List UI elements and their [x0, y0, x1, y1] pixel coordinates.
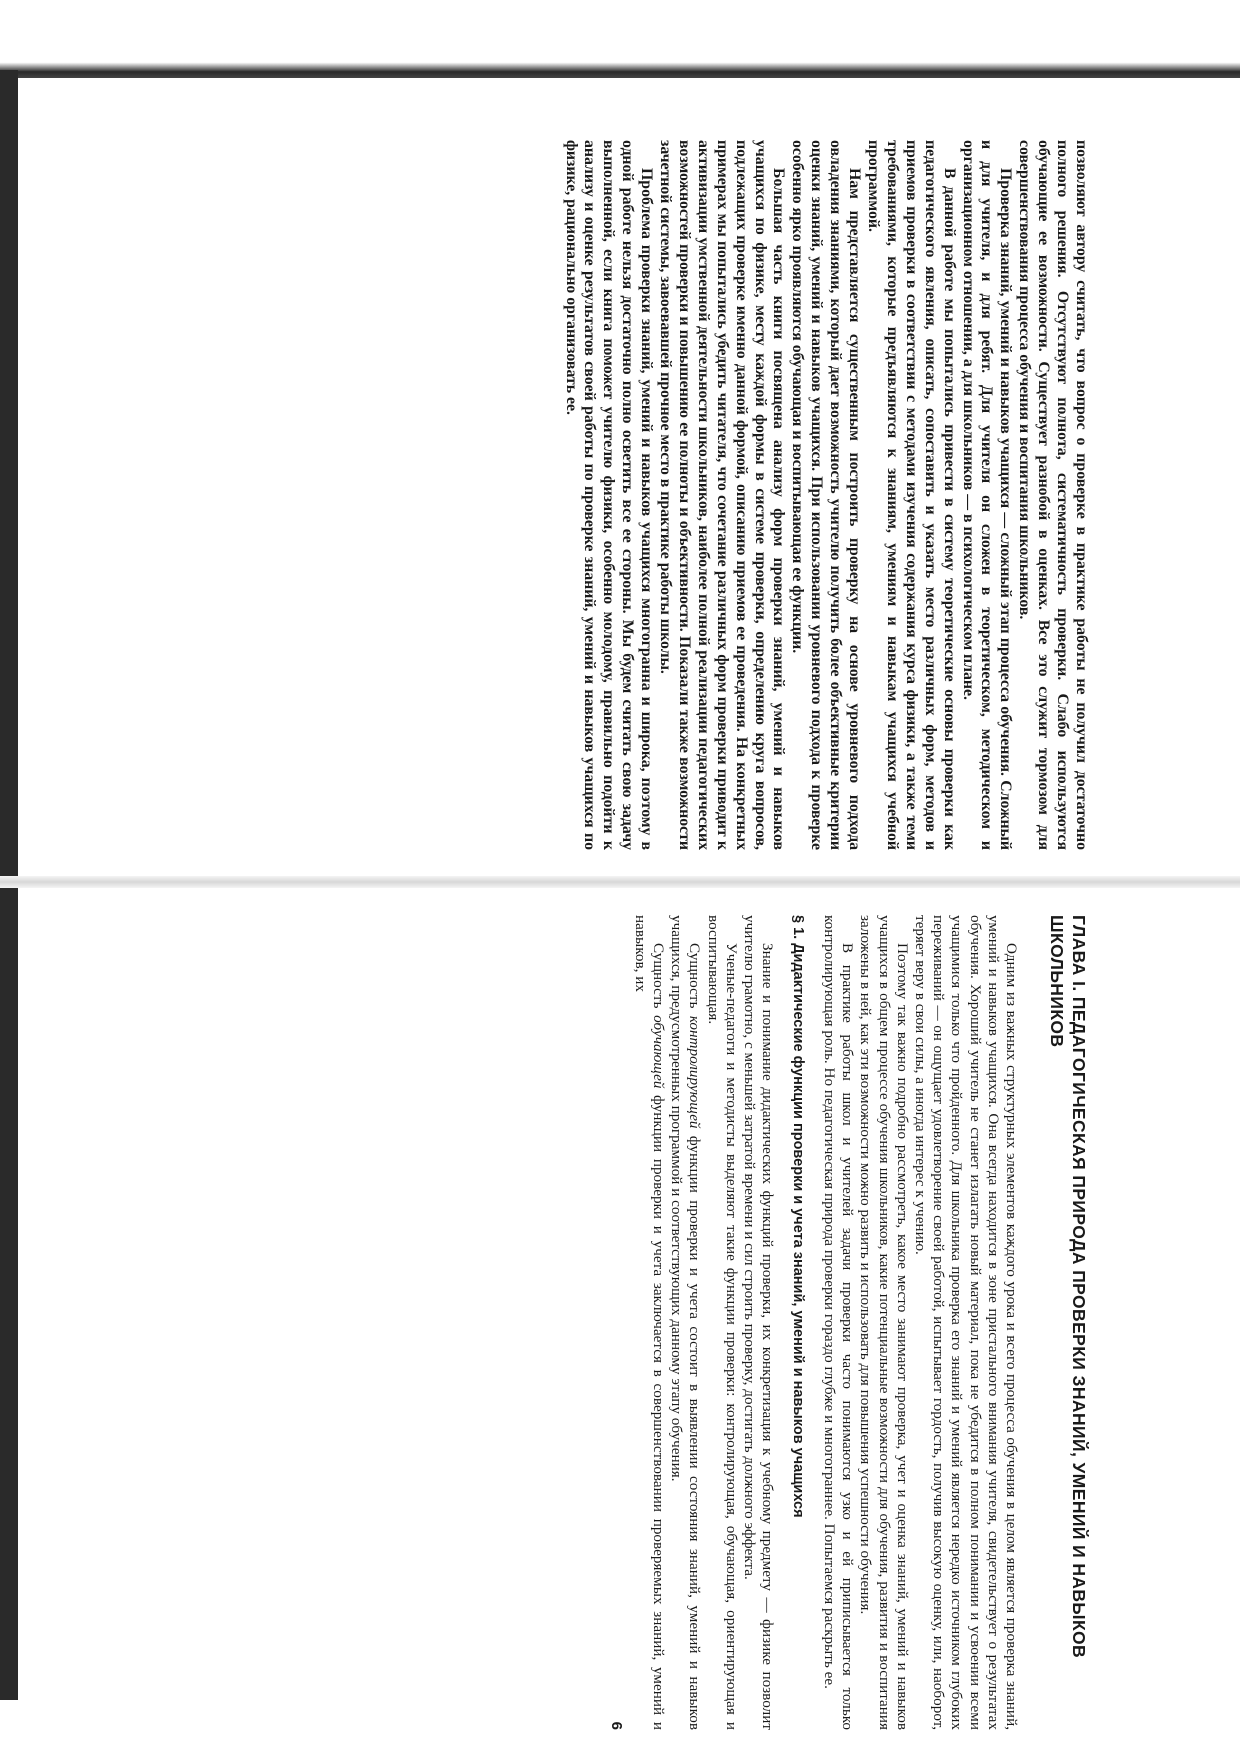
preface-page: [290, 140, 1090, 850]
preface-paragraph: Нам представляется существенным построить проверку на основе уровневого подхода овладения знаниями, который дает возможность учителю получить более объективные критерии оценки знаний, умений и навыков учащихся. При использовании уровневого подхода к проверке особенно ярко проявляются обучающая и воспитывающая ее функции.: [789, 140, 864, 850]
chapter-paragraph: Одним из важных структурных элементов каждого урока и всего процесса обучения в целом является проверка знаний, умений и навыков учащихся. Она всегда находится в зоне пристального внимания учителя, свидетельствует о результатах обучения. Хороший учитель не станет излагать новый материал, пока не убедится в полном понимании и усвоении всеми учащимися только что пройденного. Для школьника проверка его знаний и умений является нередко источником глубоких переживаний — он ощущает удовлетворение своей работой, испытывает гордость, получив высокую оценку, или, наоборот, теряет веру в свои силы, а иногда интерес к учению.: [911, 915, 1020, 1730]
section-title: § 1. Дидактические функции проверки и учета знаний, умений и навыков учащихся: [789, 915, 806, 1518]
page-number: 6: [607, 1721, 625, 1730]
control-function-text: функции проверки и учета состоит в выявлении состояния знаний, умений и навыков учащихся, предусмотренных программой и соответствующих данному этапу обучения.: [668, 915, 704, 1730]
section-paragraph: Ученые-педагоги и методисты выделяют такие функции проверки: контролирующая, обучающая, ориентирующая и воспитывающая.: [704, 915, 740, 1730]
scan-edge-top: [0, 0, 1240, 78]
chapter-paragraph: В практике работы школ и учителей задачи проверки часто понимаются узко и ей приписывается только контролирующая роль. Но педагогическая природа проверки гораздо глубже и многограннее. Попытаемся раскрыть ее.: [820, 915, 857, 1730]
control-function-lead: Сущность: [686, 943, 704, 1016]
section-paragraph: Знание и понимание дидактических функций проверки, их конкретизация к учебному предмету — физике позволит учителю грамотно, с меньшей затратой времени и сил строить проверку, достигать должного эффекта.: [741, 915, 777, 1730]
preface-paragraph: позволяют автору считать, что вопрос о проверке в практике работы не получил достаточно полного решения. Отсутствуют полнота, систематичность проверки. Слабо используются обучающие ее возможности. Существует разнобой в оценках. Все это служит тормозом для совершенствования процесса обучения и воспитания школьников.: [1016, 140, 1090, 850]
teaching-function-paragraph: [631, 915, 667, 1730]
teaching-function-text: функции проверки и учета заключается в совершенствовании проверяемых знаний, умений и навыков, их: [631, 915, 668, 1730]
preface-paragraph: Проверка знаний, умений и навыков учащихся — сложный этап процесса обучения. Сложный и для учителя, и для ребят. Для учителя он сложен в теоретическом, методическом и организационном отношении, а для школьников — в психологическом плане.: [959, 140, 1015, 850]
teaching-function-lead: Сущность: [650, 943, 668, 1016]
teaching-function-term: обучающей: [650, 1015, 668, 1089]
control-function-paragraph: [667, 915, 703, 1730]
preface-paragraph: Проблема проверки знаний, умений и навыков учащихся многогранна и широка, поэтому в одной работе нельзя достаточно полно осветить все ее стороны. Мы будем считать свою задачу выполненной, если книга поможет учителю физики, особенно молодому, правильно подойти к анализу и оценке результатов своей работы по проверке знаний, умений и навыков учащихся по физике, рационально организовать ее.: [562, 140, 656, 850]
chapter-title: ГЛАВА I. ПЕДАГОГИЧЕСКАЯ ПРИРОДА ПРОВЕРКИ ЗНАНИЙ, УМЕНИЙ И НАВЫКОВ ШКОЛЬНИКОВ: [1047, 915, 1089, 1659]
preface-paragraph: В данной работе мы попытались привести в систему теоретические основы проверки как педагогического явления, описать, сопоставить и указать место различных форм, методов и приемов проверки в соответствии с методами изучения содержания курса физики, а также теми требованиями, которые предъявляются к знаниям, умениям и навыкам учащихся учебной программой.: [865, 140, 958, 850]
book-gutter: [0, 876, 1240, 888]
chapter-page: [110, 915, 1090, 1730]
preface-paragraph: Большая часть книги посвящена анализу форм проверки знаний, умений и навыков учащихся по физике, месту каждой формы в системе проверки, определению круга вопросов, подлежащих проверке именно данной формой, описанию приемов ее проведения. На конкретных примерах мы попытались убедить читателя, что сочетание различных форм проверки приводит к активизации умственной деятельности школьников, наиболее полной реализации педагогических возможностей проверки и повышению ее полноты и объективности. Показали также возможности зачетной системы, завоевавшей прочное место в практике работы школы.: [657, 140, 788, 850]
chapter-paragraph: Поэтому так важно подробно рассмотреть, какое место занимают проверка, учет и оценка знаний, умений и навыков учащихся в общем процессе обучения школьников, какие потенциальные возможности для обучения, развития и воспитания заложены в ней, как эти возможности можно развить и использовать для повышения успешности обучения.: [857, 915, 911, 1730]
control-function-term: контролирующей: [686, 1015, 704, 1129]
